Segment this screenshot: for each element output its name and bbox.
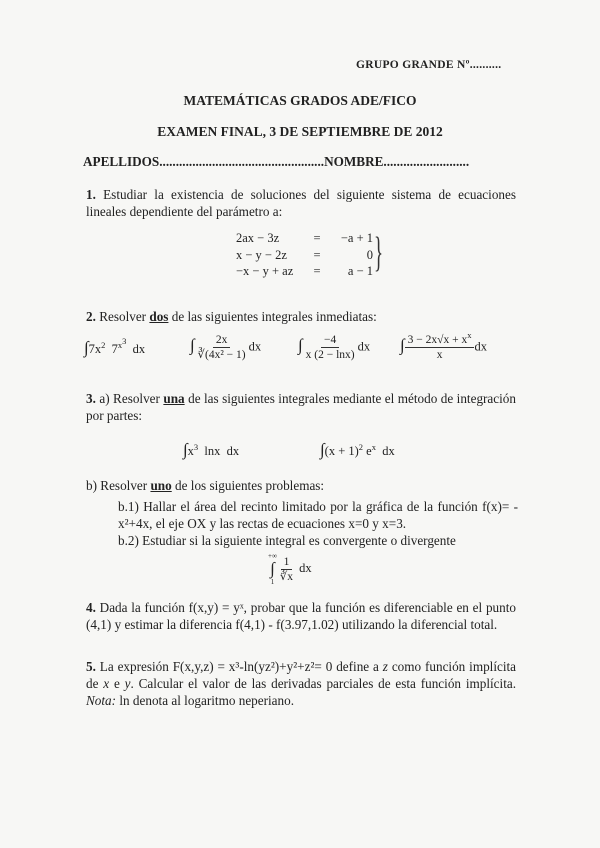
question-3-number: 3. (86, 391, 96, 406)
question-1-number: 1. (86, 187, 96, 202)
integral-2-4: ∫ $\frac{3 - 2x√x + x^x}{x}$ dx (400, 330, 487, 361)
apellidos-label: APELLIDOS (83, 154, 160, 169)
question-3b-options (118, 498, 518, 549)
question-3a: 3. a) Resolver una de las siguientes integrales mediante el método de integración por partes: (86, 391, 516, 423)
integral-2-2: ∫ $\frac{2x}{\text{∛(4x² − 1)}}$ dx (190, 334, 262, 361)
group-number-field: GRUPO GRANDE Nº.......... (356, 59, 502, 71)
question-1 (86, 186, 516, 220)
student-name-line (83, 154, 469, 170)
question-4: 4. Dada la función f(x,y) = yˣ, probar que la función es diferenciable en el punto (4,1) y estimar la diferencia f(4,1) - f(3.97,1.02) utilizando la diferencial total. (86, 600, 517, 632)
question-3b1: b.1) Hallar el área del recinto limitado por la gráfica de la función f(x)= -x²+4x, el eje OX y las rectas de ecuaciones x=0 y x=3. (118, 499, 518, 531)
integral-2-1: $\int 7x^2$ $7^{x^3}$ dx (84, 336, 146, 357)
question-5: 5. La expresión F(x,y,z) = x³-ln(yz²)+y²+z²= 0 define a z como función implícita de x e y. Calcular el valor de las derivadas parciales de esta función implícita. Nota: ln denota al logaritmo neperiano. (86, 659, 517, 708)
system-equation-2: x − y − 2z = 0 (236, 247, 373, 262)
question-3b-emphasis: uno (150, 478, 172, 493)
system-brace: } (374, 230, 384, 276)
integral-3-2: $\int(x + 1)^2$ $e^x$ dx (320, 440, 395, 459)
integral-3-1: $\int x^3$ lnx dx (183, 440, 240, 459)
question-2-number: 2. (86, 309, 96, 324)
question-2: 2. Resolver dos de las siguientes integrales inmediatas: (86, 309, 377, 324)
nota-label: Nota: (86, 693, 117, 708)
question-3b: b) Resolver uno de los siguientes problemas: (86, 478, 325, 493)
nombre-blank: .......................... (383, 154, 470, 169)
exam-subject-title: MATEMÁTICAS GRADOS ADE/FICO (183, 93, 417, 108)
question-3a-emphasis: una (163, 391, 185, 406)
question-2-emphasis: dos (149, 309, 169, 324)
system-equation-3: −x − y + az = a − 1 (236, 264, 373, 278)
integral-2-3: ∫ $\frac{-4}{x (2 - \ln x)}$ dx (298, 334, 371, 361)
system-equation-1: 2ax − 3z = −a + 1 (236, 231, 373, 245)
question-3b2: b.2) Estudiar si la siguiente integral es convergente o divergente (118, 533, 456, 548)
apellidos-blank: .................................................. (159, 154, 325, 169)
linear-system (236, 230, 373, 280)
nombre-label: NOMBRE (324, 154, 384, 169)
question-1-text: Estudiar la existencia de soluciones del siguiente sistema de ecuaciones lineales dependiente del parámetro a: (86, 187, 517, 219)
question-5-number: 5. (86, 659, 96, 674)
question-4-number: 4. (86, 600, 96, 615)
improper-integral: +∞ ∫ 1 $\frac{1}{∛x}$ dx (268, 552, 312, 586)
exam-date-title: EXAMEN FINAL, 3 DE SEPTIEMBRE DE 2012 (157, 124, 443, 139)
